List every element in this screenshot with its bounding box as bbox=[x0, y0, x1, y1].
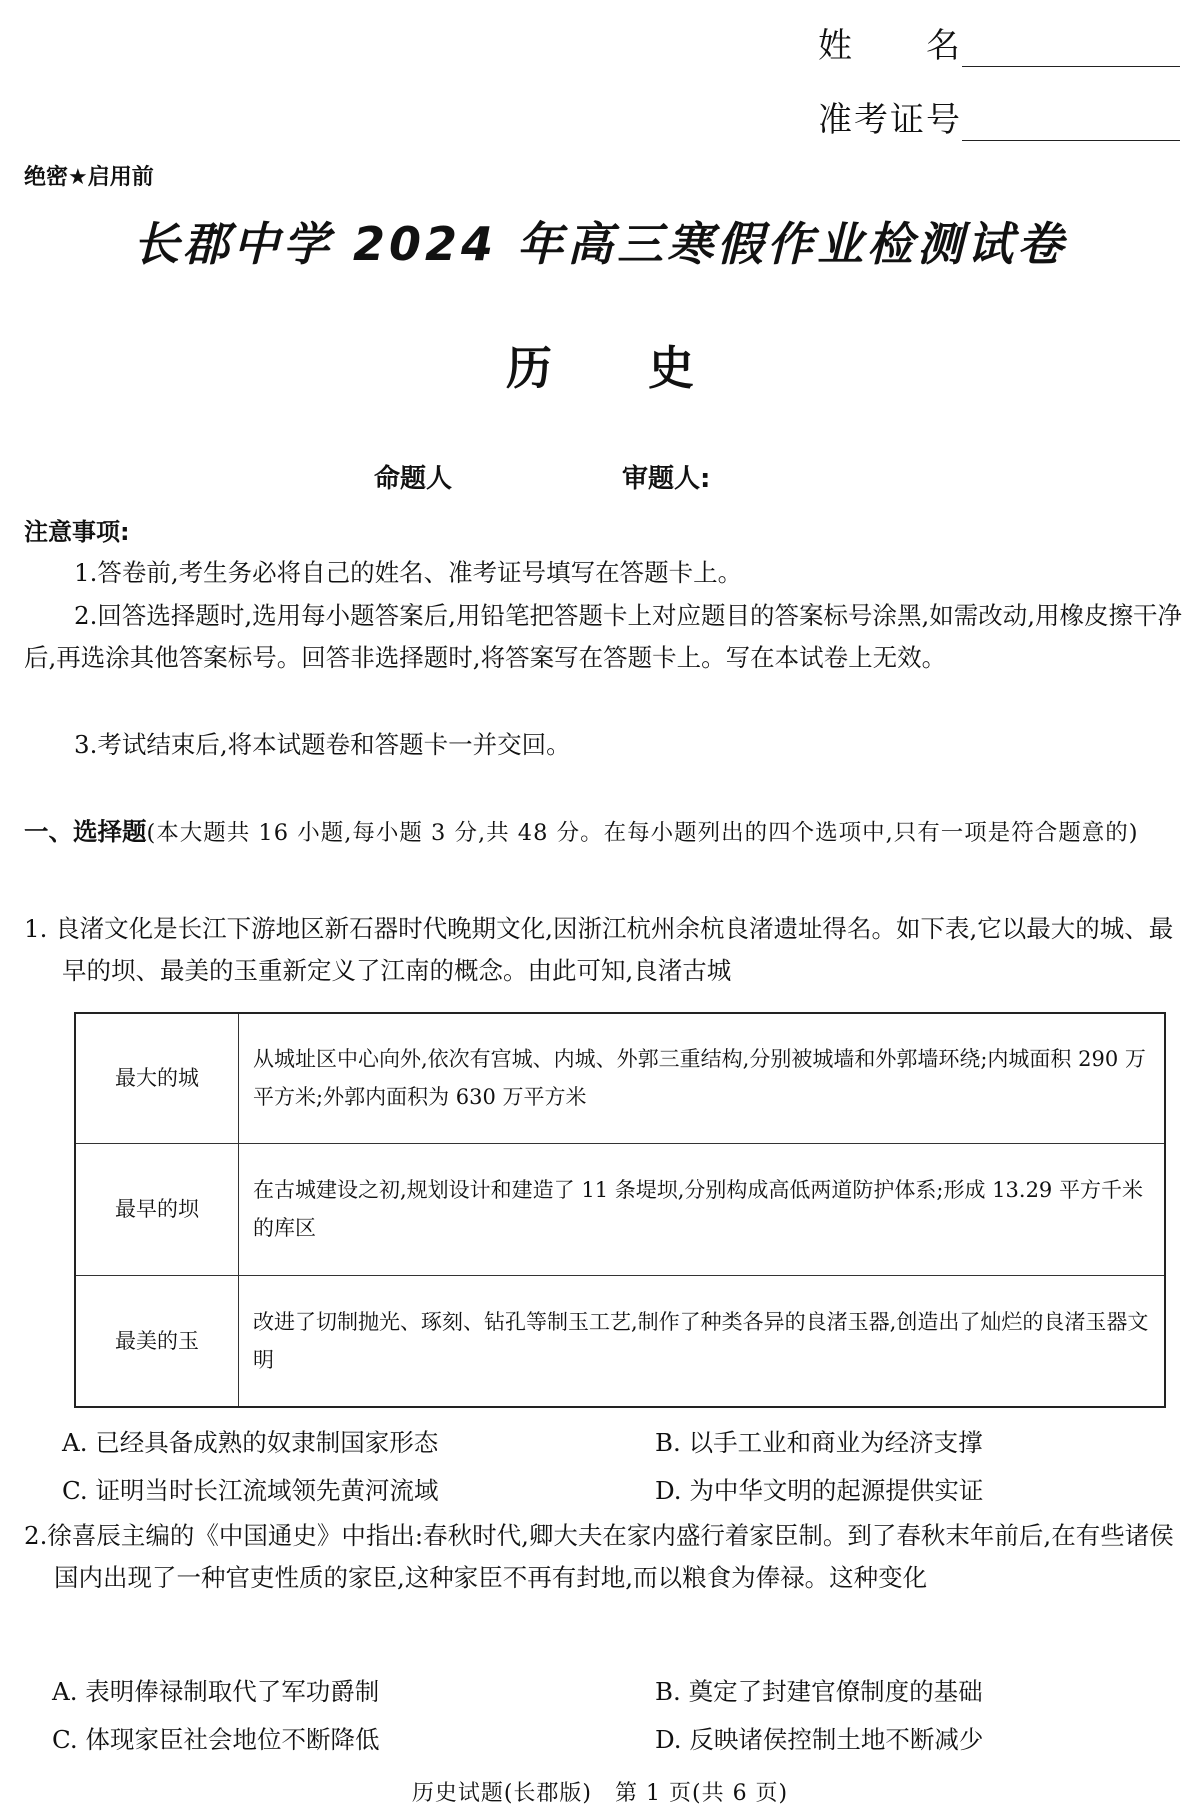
secret-mark: 绝密★启用前 bbox=[24, 165, 154, 190]
table-row bbox=[75, 1013, 1165, 1143]
reviewer-label: 审题人: bbox=[622, 464, 711, 494]
table-row bbox=[75, 1275, 1165, 1407]
exam-id-field bbox=[818, 92, 1180, 141]
section-title: 一、选择题 bbox=[24, 817, 147, 846]
table-key: 最美的玉 bbox=[75, 1275, 239, 1407]
note-item-3: 3.考试结束后,将本试题卷和答题卡一并交回。 bbox=[74, 730, 571, 759]
q2-option-b[interactable]: B. 奠定了封建官僚制度的基础 bbox=[655, 1677, 983, 1706]
q1-option-d[interactable]: D. 为中华文明的起源提供实证 bbox=[655, 1476, 984, 1505]
page-footer: 历史试题(长郡版) 第 1 页(共 6 页) bbox=[411, 1781, 789, 1806]
question-stem: 徐喜辰主编的《中国通史》中指出:春秋时代,卿大夫在家内盛行着家臣制。到了春秋末年前后,在有些诸侯国内出现了一种官吏性质的家臣,这种家臣不再有封地,而以粮食为俸禄。这种变化 bbox=[47, 1521, 1174, 1592]
q1-option-c[interactable]: C. 证明当时长江流域领先黄河流域 bbox=[62, 1476, 439, 1505]
liangzhu-table bbox=[74, 1012, 1166, 1408]
question-number: 1. bbox=[24, 914, 48, 943]
table-value: 从城址区中心向外,依次有宫城、内城、外郭三重结构,分别被城墙和外郭墙环绕;内城面积 290 万平方米;外郭内面积为 630 万平方米 bbox=[239, 1013, 1166, 1143]
author-label: 命题人 bbox=[374, 464, 453, 494]
table-key: 最大的城 bbox=[75, 1013, 239, 1143]
table-value: 改进了切制抛光、琢刻、钻孔等制玉工艺,制作了种类各异的良渚玉器,创造出了灿烂的良渚玉器文明 bbox=[239, 1275, 1166, 1407]
q2-option-d[interactable]: D. 反映诸侯控制土地不断减少 bbox=[655, 1725, 984, 1754]
exam-id-label: 准考证号 bbox=[818, 100, 962, 140]
name-underline[interactable] bbox=[962, 28, 1180, 67]
note-item-1: 1.答卷前,考生务必将自己的姓名、准考证号填写在答题卡上。 bbox=[74, 558, 743, 587]
question-number: 2. bbox=[24, 1521, 48, 1550]
name-field bbox=[818, 18, 1180, 67]
name-label: 姓 名 bbox=[818, 26, 962, 66]
q1-option-b[interactable]: B. 以手工业和商业为经济支撑 bbox=[655, 1428, 983, 1457]
exam-title: 长郡中学 2024 年高三寒假作业检测试卷 bbox=[132, 217, 1068, 271]
table-key: 最早的坝 bbox=[75, 1143, 239, 1275]
subject-char-2: 史 bbox=[648, 341, 694, 395]
section-note: (本大题共 16 小题,每小题 3 分,共 48 分。在每小题列出的四个选项中,只有一项是符合题意的) bbox=[146, 820, 1139, 846]
notes-heading: 注意事项: bbox=[24, 518, 130, 546]
table-row bbox=[75, 1143, 1165, 1275]
note-item-2: 2.回答选择题时,选用每小题答案后,用铅笔把答题卡上对应题目的答案标号涂黑,如需改动,用橡皮擦干净后,再选涂其他答案标号。回答非选择题时,将答案写在答题卡上。写在本试卷上无效。 bbox=[24, 601, 1183, 672]
q2-option-a[interactable]: A. 表明俸禄制取代了军功爵制 bbox=[52, 1677, 380, 1706]
q1-option-a[interactable]: A. 已经具备成熟的奴隶制国家形态 bbox=[62, 1428, 439, 1457]
section-heading bbox=[24, 811, 1184, 854]
question-stem: 良渚文化是长江下游地区新石器时代晚期文化,因浙江杭州余杭良渚遗址得名。如下表,它以最大的城、最早的坝、最美的玉重新定义了江南的概念。由此可知,良渚古城 bbox=[55, 914, 1174, 985]
table-value: 在古城建设之初,规划设计和建造了 11 条堤坝,分别构成高低两道防护体系;形成 13.29 平方千米的库区 bbox=[239, 1143, 1166, 1275]
question-2 bbox=[24, 1515, 1184, 1599]
subject-title bbox=[0, 332, 1200, 398]
subject-char-1: 历 bbox=[506, 341, 552, 395]
question-1 bbox=[24, 908, 1184, 992]
q2-option-c[interactable]: C. 体现家臣社会地位不断降低 bbox=[52, 1725, 380, 1754]
exam-id-underline[interactable] bbox=[962, 102, 1180, 141]
